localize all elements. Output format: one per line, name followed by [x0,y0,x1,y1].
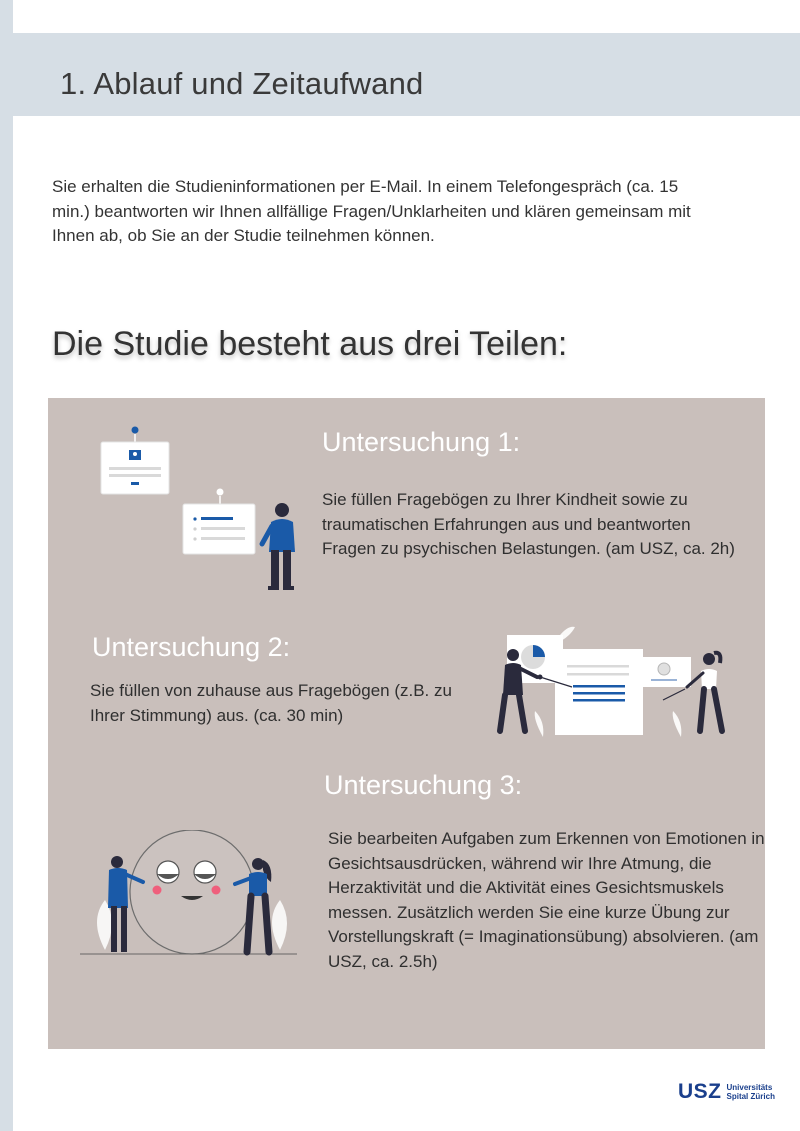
logo-line-2: Spital Zürich [726,1092,775,1101]
left-stripe [0,0,13,1131]
logo-mark: USZ [678,1080,722,1103]
usz-logo [678,1080,775,1104]
part-1-title: Untersuchung 1: [322,427,521,457]
online-survey-illustration [495,625,735,740]
logo-line-1: Universitäts [726,1083,773,1092]
logo-text [727,1083,775,1101]
emotion-face-illustration [75,830,300,960]
part-1-text: Sie füllen Fragebögen zu Ihrer Kindheit sowie zu traumatischen Erfahrungen aus und beantworten Fragen zu psychischen Belastungen. (am USZ, ca. 2h) [322,490,735,558]
page-title: 1. Ablauf und Zeitaufwand [60,66,424,101]
intro-paragraph: Sie erhalten die Studieninformationen per E-Mail. In einem Telefongespräch (ca. 15 min.) beantworten wir Ihnen allfällige Fragen/Unklarheiten und klären gemeinsam mit Ihnen ab, ob Sie an der Studie teilnehmen können. [52,177,691,245]
part-2-title: Untersuchung 2: [92,632,291,662]
part-2-text: Sie füllen von zuhause aus Fragebögen (z.B. zu Ihrer Stimmung) aus. (ca. 30 min) [90,681,452,725]
part-3-title: Untersuchung 3: [324,770,523,800]
questionnaire-illustration [95,422,305,597]
part-3-text: Sie bearbeiten Aufgaben zum Erkennen von Emotionen in Gesichtsausdrücken, während wir Ihre Atmung, die Herzaktivität und die Aktivität eines Gesichtsmuskels messen. Zusätzlich werden Sie eine kurze Übung zur Vorstellungskraft (= Imaginationsübung) absolvieren. (am USZ, ca. 2.5h) [328,829,765,971]
section-title: Die Studie besteht aus drei Teilen: [52,325,568,363]
